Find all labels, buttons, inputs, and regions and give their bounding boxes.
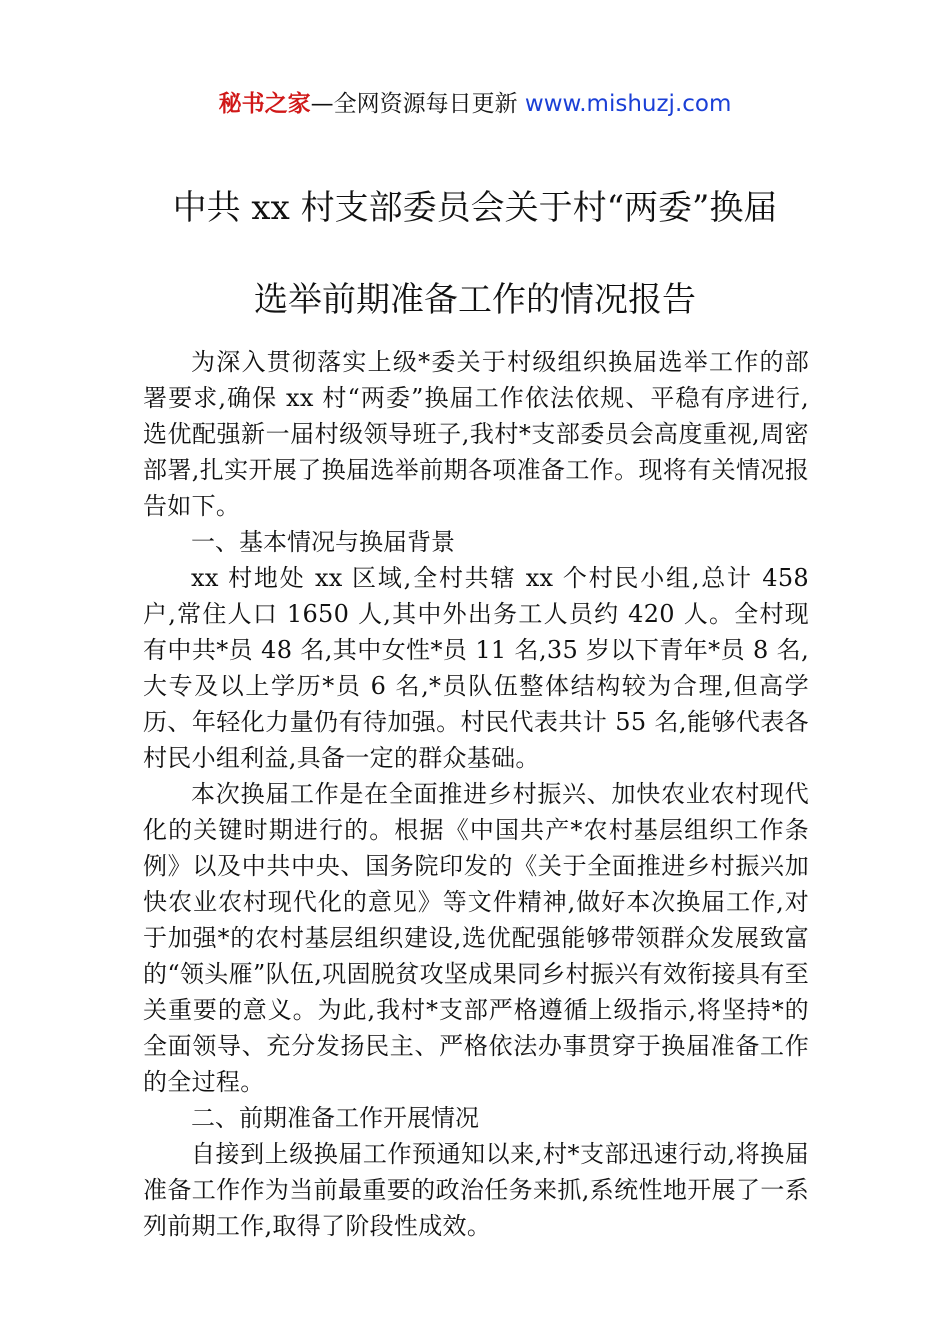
section-heading-1: 一、基本情况与换届背景 bbox=[191, 528, 455, 556]
site-header bbox=[0, 86, 950, 122]
site-tagline: —全网资源每日更新 bbox=[310, 91, 525, 117]
paragraph-preparation: 自接到上级换届工作预通知以来,村*支部迅速行动,将换届准备工作作为当前最重要的政治任务来抓,系统性地开展了一系列前期工作,取得了阶段性成效。 bbox=[143, 1140, 809, 1240]
document-body bbox=[143, 344, 809, 1244]
document-title bbox=[100, 162, 850, 346]
paragraph-background: 本次换届工作是在全面推进乡村振兴、加快农业农村现代化的关键时期进行的。根据《中国共产*农村基层组织工作条例》以及中共中央、国务院印发的《关于全面推进乡村振兴加快农业农村现代化的意见》等文件精神,做好本次换届工作,对于加强*的农村基层组织建设,选优配强能够带领群众发展致富的“领头雁”队伍,巩固脱贫攻坚成果同乡村振兴有效衔接具有至关重要的意义。为此,我村*支部严格遵循上级指示,将坚持*的全面领导、充分发扬民主、严格依法办事贯穿于换届准备工作的全过程。 bbox=[143, 780, 809, 1096]
title-line-2: 选举前期准备工作的情况报告 bbox=[254, 280, 696, 320]
site-url-link[interactable]: www.mishuzj.com bbox=[524, 91, 732, 117]
section-heading-2: 二、前期准备工作开展情况 bbox=[191, 1104, 479, 1132]
site-brand: 秘书之家 bbox=[218, 91, 311, 117]
title-line-1: 中共 xx 村支部委员会关于村“两委”换届 bbox=[172, 188, 778, 228]
paragraph-basic-info: xx 村地处 xx 区域,全村共辖 xx 个村民小组,总计 458 户,常住人口 1650 人,其中外出务工人员约 420 人。全村现有中共*员 48 名,其中女性*员 11 名,35 岁以下青年*员 8 名,大专及以上学历*员 6 名,*员队伍整体结构较为合理,但高学历、年轻化力量仍有待加强。村民代表共计 55 名,能够代表各村民小组利益,具备一定的群众基础。 bbox=[143, 564, 809, 772]
paragraph-intro: 为深入贯彻落实上级*委关于村级组织换届选举工作的部署要求,确保 xx 村“两委”换届工作依法依规、平稳有序进行,选优配强新一届村级领导班子,我村*支部委员会高度重视,周密部署,扎实开展了换届选举前期各项准备工作。现将有关情况报告如下。 bbox=[143, 348, 809, 520]
